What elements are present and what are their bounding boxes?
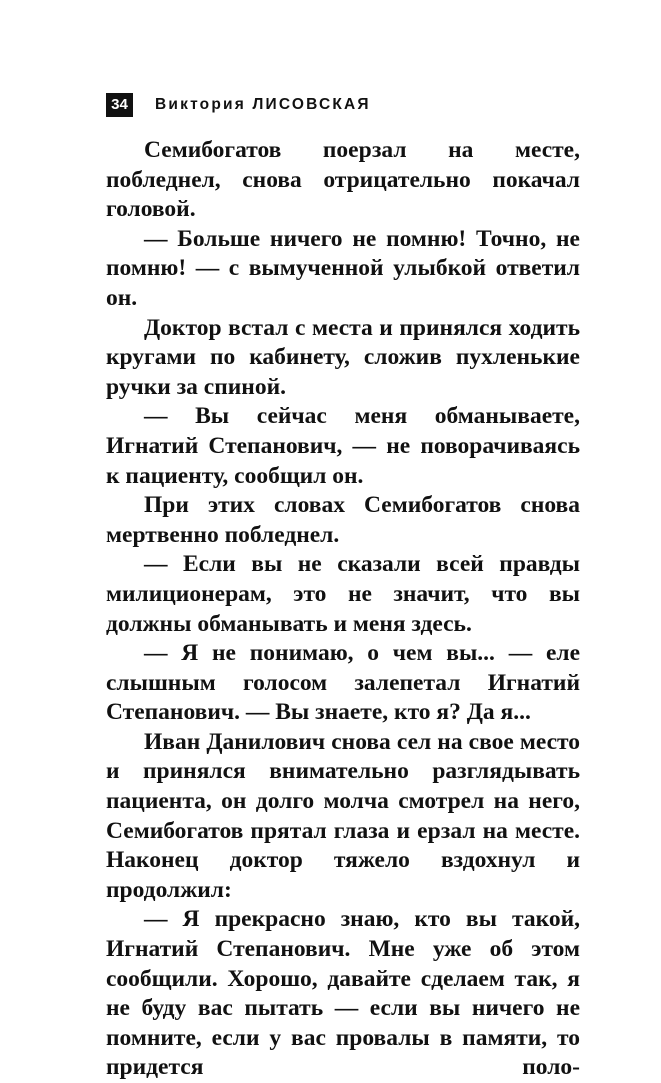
- page-header: [106, 93, 371, 117]
- paragraph: — Вы сейчас меня обманываете, Игнатий Степанович, — не поворачиваясь к пациенту, сообщил он.: [106, 403, 580, 489]
- paragraph: — Я не понимаю, о чем вы... — еле слышным голосом залепетал Игнатий Степанович. — Вы знаете, кто я? Да я...: [106, 640, 580, 726]
- paragraph: При этих словах Семибогатов снова мертвенно побледнел.: [106, 492, 580, 548]
- paragraph: Иван Данилович снова сел на свое место и принялся внимательно разглядывать пациента, он долго молча смотрел на него, Семибогатов прятал глаза и ерзал на месте. Наконец доктор тяжело вздохнул и продолжил:: [106, 728, 580, 903]
- body-text: [106, 136, 580, 1083]
- paragraph: — Если вы не сказали всей правды милиционерам, это не значит, что вы должны обманывать и меня здесь.: [106, 551, 580, 637]
- paragraph: — Я прекрасно знаю, кто вы такой, Игнатий Степанович. Мне уже об этом сообщили. Хорошо, давайте сделаем так, я не буду вас пытать — если вы ничего не помните, если у вас провалы в памяти, то придется поло-: [106, 906, 580, 1081]
- paragraph: Доктор встал с места и принялся ходить кругами по кабинету, сложив пухленькие ручки за спиной.: [106, 314, 580, 400]
- paragraph: Семибогатов поерзал на месте, побледнел, снова отрицательно покачал головой.: [106, 137, 580, 223]
- page-number: 34: [106, 93, 133, 117]
- running-head-author: Виктория ЛИСОВСКАЯ: [155, 96, 371, 113]
- paragraph: — Больше ничего не помню! Точно, не помню! — с вымученной улыбкой ответил он.: [106, 225, 580, 311]
